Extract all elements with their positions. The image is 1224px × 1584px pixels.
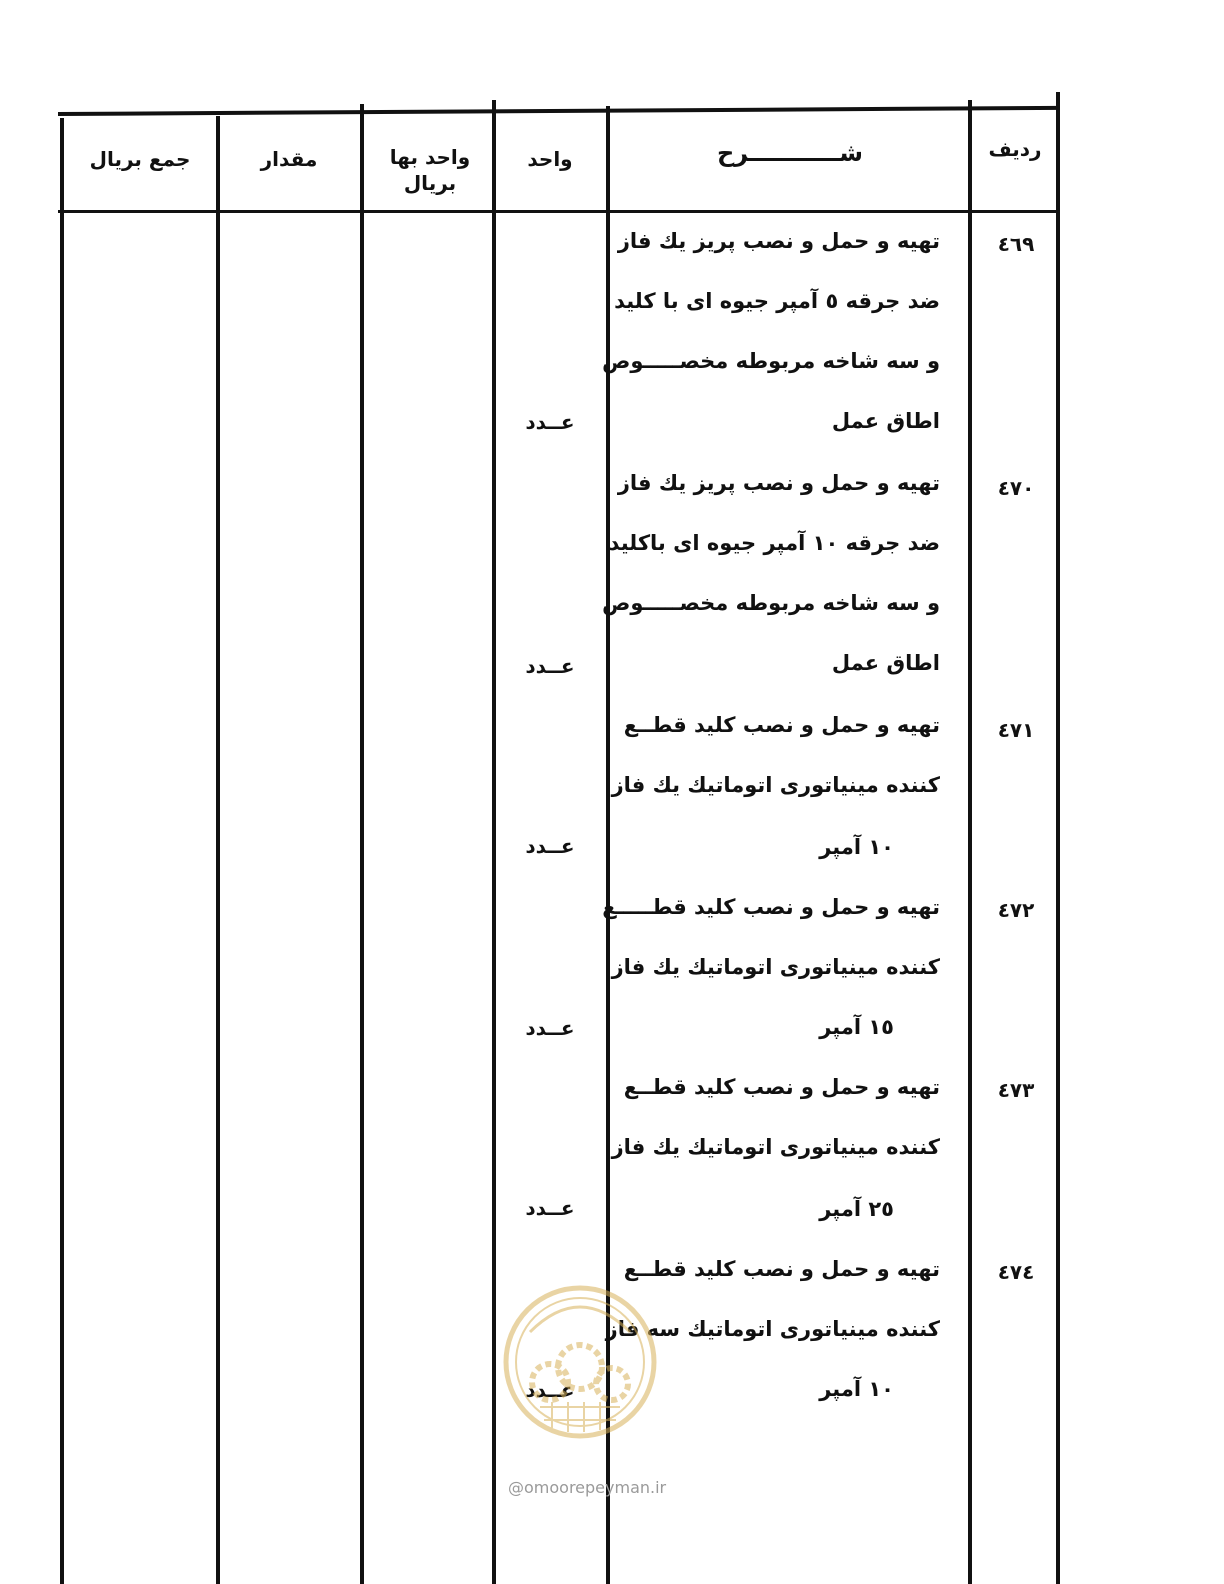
unit-cell: عــدد bbox=[525, 834, 575, 858]
header-quantity: مقدار bbox=[260, 147, 318, 171]
table-top-border bbox=[58, 106, 1060, 116]
column-line-quantity bbox=[360, 104, 364, 1584]
watermark-url bbox=[508, 1478, 708, 1497]
row-number: ٤٦٩ bbox=[997, 232, 1035, 256]
description-line: ١٠ آمپر bbox=[819, 835, 894, 859]
description-line: کننده مینیاتوری اتوماتیك یك فاز bbox=[611, 773, 940, 797]
column-line-total bbox=[216, 116, 220, 1584]
row-number: ٤٧١ bbox=[997, 718, 1035, 742]
at-sign-icon: @ bbox=[508, 1478, 524, 1497]
watermark-logo-icon bbox=[500, 1262, 660, 1462]
unit-cell: عــدد bbox=[525, 1378, 575, 1402]
header-unit-price: واحد بها بریال bbox=[389, 145, 471, 195]
row-number: ٤٧٠ bbox=[997, 476, 1035, 500]
description-line: ٢٥ آمپر bbox=[819, 1197, 894, 1221]
description-line: تهیه و حمل و نصب کلید قطــع bbox=[623, 713, 940, 737]
header-description: شـــــــــــرح bbox=[716, 139, 864, 167]
description-line: ضد جرقه ١٠ آمپر جیوه ای باکلید bbox=[608, 531, 940, 555]
description-line: ١٠ آمپر bbox=[819, 1377, 894, 1401]
description-line: کننده مینیاتوری اتوماتیك یك فاز bbox=[611, 955, 940, 979]
header-row: ردیف bbox=[988, 137, 1042, 161]
header-total: جمع بریال bbox=[89, 147, 191, 171]
description-line: کننده مینیاتوری اتوماتیك سه فاز bbox=[605, 1317, 940, 1341]
description-line: ١٥ آمپر bbox=[819, 1015, 894, 1039]
row-number: ٤٧٢ bbox=[997, 898, 1035, 922]
row-number: ٤٧٣ bbox=[997, 1078, 1035, 1102]
header-bottom-border bbox=[58, 210, 1060, 213]
column-line-right bbox=[1056, 92, 1060, 1584]
row-number: ٤٧٤ bbox=[997, 1260, 1035, 1284]
description-line: اطاق عمل bbox=[831, 409, 940, 433]
header-unit: واحد bbox=[527, 147, 573, 171]
description-line: و سه شاخه مربوطه مخصـــــوص bbox=[602, 591, 940, 615]
watermark-site: omoorepeyman.ir bbox=[524, 1478, 667, 1497]
description-line: تهیه و حمل و نصب کلید قطــع bbox=[623, 1075, 940, 1099]
description-line: و سه شاخه مربوطه مخصـــــوص bbox=[602, 349, 940, 373]
unit-cell: عــدد bbox=[525, 410, 575, 434]
column-line-left bbox=[60, 118, 64, 1584]
column-line-unitprice bbox=[492, 100, 496, 1584]
unit-cell: عــدد bbox=[525, 654, 575, 678]
description-line: کننده مینیاتوری اتوماتیك یك فاز bbox=[611, 1135, 940, 1159]
description-line: تهیه و حمل و نصب کلید قطـــــع bbox=[602, 895, 940, 919]
description-line: ضد جرقه ٥ آمپر جیوه ای با کلید bbox=[614, 289, 940, 313]
description-line: تهیه و حمل و نصب پریز یك فاز bbox=[617, 471, 940, 495]
unit-cell: عــدد bbox=[525, 1196, 575, 1220]
description-line: اطاق عمل bbox=[831, 651, 940, 675]
description-line: تهیه و حمل و نصب کلید قطــع bbox=[623, 1257, 940, 1281]
unit-cell: عــدد bbox=[525, 1016, 575, 1040]
description-line: تهیه و حمل و نصب پریز یك فاز bbox=[617, 229, 940, 253]
column-line-description bbox=[968, 100, 972, 1584]
